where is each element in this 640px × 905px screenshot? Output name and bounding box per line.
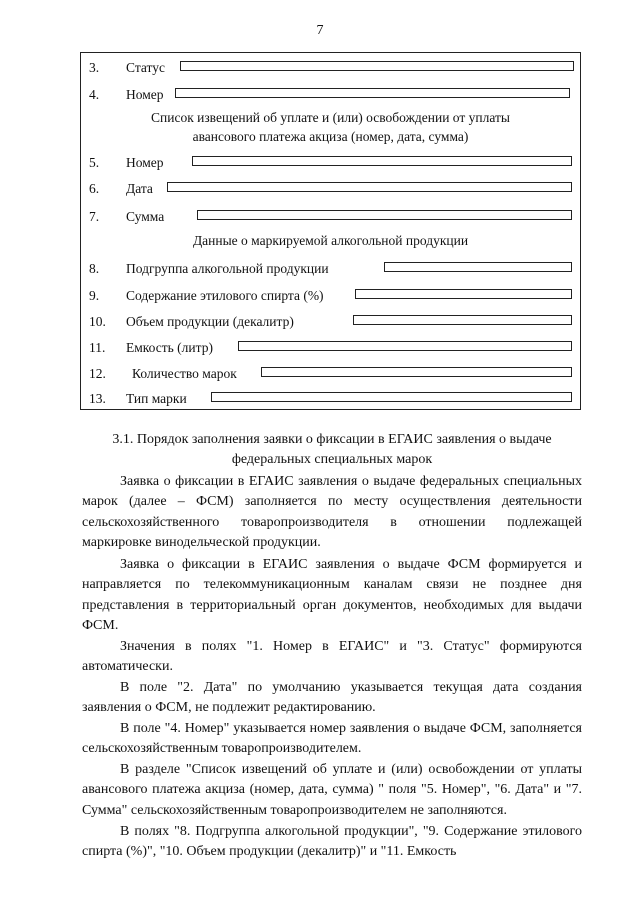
notices-section-title: Список извещений об уплате и (или) освобождении от уплаты авансового платежа акциза (номер, дата, сумма) xyxy=(151,110,510,144)
row-number: 6. xyxy=(89,181,100,196)
notice-date-field[interactable] xyxy=(167,182,572,192)
row-label: Дата xyxy=(126,181,153,196)
row-label: Статус xyxy=(126,60,165,75)
paragraph: Значения в полях "1. Номер в ЕГАИС" и "3. Статус" формируются автоматически. xyxy=(82,639,582,675)
paragraph: В разделе "Список извещений об уплате и (или) освобождении от уплаты авансового платежа акциза (номер, дата, сумма) " поля "5. Номер", "6. Дата" и "7. Сумма" сельскохозяйственным товаропроизводителем не заполняются. xyxy=(82,762,582,818)
form-row-stamp-count xyxy=(81,363,580,383)
row-label: Сумма xyxy=(126,209,165,224)
paragraph: Заявка о фиксации в ЕГАИС заявления о выдаче федеральных специальных марок (далее – ФСМ) заполняется по месту осуществления деятельности сельскохозяйственного товаропроизводителя в отношении подлежащей маркировке винодельческой продукции. xyxy=(82,474,582,551)
form-row-notice-number xyxy=(81,152,580,172)
form-row-status xyxy=(81,57,580,77)
row-label: Содержание этилового спирта (%) xyxy=(126,288,324,303)
row-number: 8. xyxy=(89,261,100,276)
form-row-stamp-type xyxy=(81,388,580,408)
stamp-count-field[interactable] xyxy=(261,367,572,377)
row-number: 11. xyxy=(89,340,106,355)
form-row-notice-date xyxy=(81,178,580,198)
volume-field[interactable] xyxy=(353,315,572,325)
alcohol-content-field[interactable] xyxy=(355,289,572,299)
row-label: Емкость (литр) xyxy=(126,340,213,355)
status-field[interactable] xyxy=(180,61,574,71)
capacity-field[interactable] xyxy=(238,341,572,351)
stamp-type-field[interactable] xyxy=(211,392,572,402)
notice-number-field[interactable] xyxy=(192,156,572,166)
paragraph: В поле "2. Дата" по умолчанию указывается текущая дата создания заявления о ФСМ, не подлежит редактированию. xyxy=(82,680,582,716)
row-number: 13. xyxy=(89,391,106,406)
row-number: 3. xyxy=(89,60,100,75)
form-row-subgroup xyxy=(81,258,580,278)
row-label: Подгруппа алкогольной продукции xyxy=(126,261,329,276)
notice-sum-field[interactable] xyxy=(197,210,572,220)
row-number: 4. xyxy=(89,87,100,102)
row-number: 5. xyxy=(89,155,100,170)
product-section-title: Данные о маркируемой алкогольной продукции xyxy=(192,233,469,248)
row-label: Номер xyxy=(126,155,164,170)
row-label: Количество марок xyxy=(132,366,237,381)
row-label: Тип марки xyxy=(126,391,187,406)
application-form xyxy=(80,52,581,410)
form-row-capacity xyxy=(81,337,580,357)
paragraph: В полях "8. Подгруппа алкогольной продукции", "9. Содержание этилового спирта (%)", "10. Объем продукции (декалитр)" и "11. Емкость xyxy=(82,824,582,860)
row-number: 12. xyxy=(89,366,106,381)
form-row-notice-sum xyxy=(81,206,580,226)
form-row-number xyxy=(81,84,580,104)
page-number: 7 xyxy=(316,23,324,38)
row-number: 10. xyxy=(89,314,106,329)
form-row-volume xyxy=(81,311,580,331)
form-row-alcohol-content xyxy=(81,285,580,305)
row-number: 7. xyxy=(89,209,100,224)
row-label: Объем продукции (декалитр) xyxy=(126,314,294,329)
number-field[interactable] xyxy=(175,88,570,98)
subgroup-field[interactable] xyxy=(384,262,572,272)
row-label: Номер xyxy=(126,87,164,102)
section-heading: 3.1. Порядок заполнения заявки о фиксации в ЕГАИС заявления о выдаче федеральных специальных марок xyxy=(112,432,552,467)
paragraph: Заявка о фиксации в ЕГАИС заявления о выдаче ФСМ формируется и направляется по телекоммуникационным каналам связи не позднее дня представления в территориальный орган документов, необходимых для выдачи ФСМ. xyxy=(82,557,582,634)
paragraph: В поле "4. Номер" указывается номер заявления о выдаче ФСМ, заполняется сельскохозяйственным товаропроизводителем. xyxy=(82,721,582,757)
row-number: 9. xyxy=(89,288,100,303)
